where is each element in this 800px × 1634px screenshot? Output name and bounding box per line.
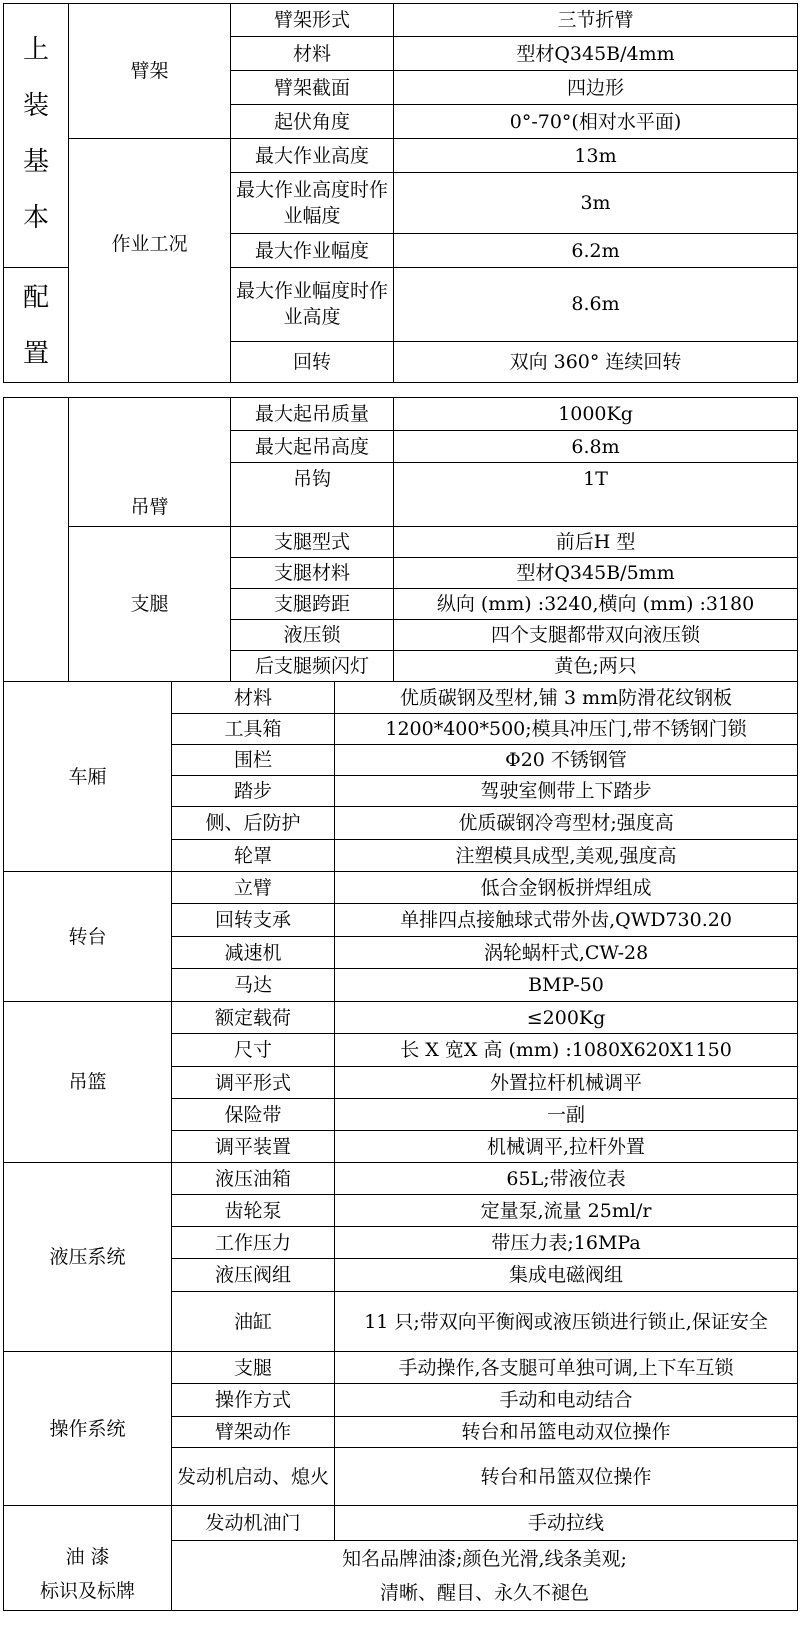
row-label: 最大作业高度时作业幅度 — [231, 173, 394, 234]
row-label: 支腿 — [172, 1352, 335, 1384]
row-label: 轮罩 — [172, 840, 335, 872]
row-label: 支腿跨距 — [231, 589, 394, 620]
row-label: 最大起吊质量 — [231, 398, 394, 431]
group-boom-frame: 臂架 — [69, 4, 231, 139]
row-label: 发动机油门 — [172, 1506, 335, 1541]
row-value: 带压力表;16MPa — [335, 1227, 798, 1259]
group-basket: 吊篮 — [4, 1002, 172, 1163]
row-value: 3m — [394, 173, 798, 234]
row-value: 黄色;两只 — [394, 651, 798, 682]
row-label: 最大作业幅度时作业高度 — [231, 268, 394, 342]
row-value: 三节折臂 — [394, 4, 798, 37]
row-label: 尺寸 — [172, 1034, 335, 1067]
row-label: 起伏角度 — [231, 105, 394, 139]
row-value: 纵向 (mm) :3240,横向 (mm) :3180 — [394, 589, 798, 620]
row-label: 发动机启动、熄火 — [172, 1448, 335, 1506]
row-value: 一副 — [335, 1099, 798, 1131]
row-label: 回转支承 — [172, 904, 335, 937]
row-label: 操作方式 — [172, 1384, 335, 1417]
row-value: BMP-50 — [335, 969, 798, 1002]
row-label: 油缸 — [172, 1292, 335, 1352]
row-value: 转台和吊篮双位操作 — [335, 1448, 798, 1506]
row-value: 优质碳钢冷弯型材;强度高 — [335, 807, 798, 840]
group-work-condition: 作业工况 — [69, 139, 231, 383]
row-label: 齿轮泵 — [172, 1195, 335, 1227]
row-value: 长 X 宽X 高 (mm) :1080X620X1150 — [335, 1034, 798, 1067]
section-label-upper: 上 装 基 本 — [4, 4, 69, 268]
spec-table-upper — [3, 3, 798, 383]
row-label: 额定载荷 — [172, 1002, 335, 1034]
row-value: 外置拉杆机械调平 — [335, 1067, 798, 1099]
row-value: 型材Q345B/5mm — [394, 558, 798, 589]
left-blank — [4, 398, 69, 682]
row-label: 工具箱 — [172, 714, 335, 745]
row-label: 材料 — [172, 682, 335, 714]
row-label: 踏步 — [172, 776, 335, 807]
row-value: 手动拉线 — [335, 1506, 798, 1541]
row-value: 型材Q345B/4mm — [394, 37, 798, 71]
row-value: 四个支腿都带双向液压锁 — [394, 620, 798, 651]
row-label: 减速机 — [172, 937, 335, 969]
row-value: 13m — [394, 139, 798, 173]
row-label: 调平形式 — [172, 1067, 335, 1099]
row-label: 最大作业幅度 — [231, 234, 394, 268]
group-operation: 操作系统 — [4, 1352, 172, 1506]
group-outrigger: 支腿 — [69, 527, 231, 682]
row-label: 立臂 — [172, 872, 335, 904]
row-value: 手动操作,各支腿可单独可调,上下车互锁 — [335, 1352, 798, 1384]
row-value: 手动和电动结合 — [335, 1384, 798, 1417]
row-value: 注塑模具成型,美观,强度高 — [335, 840, 798, 872]
row-value: 低合金钢板拼焊组成 — [335, 872, 798, 904]
group-compartment: 车厢 — [4, 682, 172, 872]
row-label: 最大作业高度 — [231, 139, 394, 173]
row-label: 吊钩 — [231, 463, 394, 527]
row-label: 液压阀组 — [172, 1259, 335, 1292]
row-label: 工作压力 — [172, 1227, 335, 1259]
row-label: 马达 — [172, 969, 335, 1002]
row-label: 支腿型式 — [231, 527, 394, 558]
row-value: 6.8m — [394, 431, 798, 463]
row-label: 材料 — [231, 37, 394, 71]
row-value: 驾驶室侧带上下踏步 — [335, 776, 798, 807]
row-label: 保险带 — [172, 1099, 335, 1131]
row-value: 6.2m — [394, 234, 798, 268]
paint-description: 知名品牌油漆;颜色光滑,线条美观; 清晰、醒目、永久不褪色 — [172, 1541, 798, 1611]
spec-table-main — [3, 397, 798, 1611]
row-value: 优质碳钢及型材,铺 3 mm防滑花纹钢板 — [335, 682, 798, 714]
row-value: 1200*400*500;模具冲压门,带不锈钢门锁 — [335, 714, 798, 745]
row-value: 集成电磁阀组 — [335, 1259, 798, 1292]
row-value: 双向 360° 连续回转 — [394, 341, 798, 382]
row-label: 回转 — [231, 341, 394, 382]
group-paint: 油 漆 标识及标牌 — [4, 1506, 172, 1611]
row-label: 侧、后防护 — [172, 807, 335, 840]
row-label: 最大起吊高度 — [231, 431, 394, 463]
group-turntable: 转台 — [4, 872, 172, 1002]
row-label: 围栏 — [172, 745, 335, 776]
row-value: 65L;带液位表 — [335, 1163, 798, 1195]
row-label: 臂架形式 — [231, 4, 394, 37]
row-label: 后支腿频闪灯 — [231, 651, 394, 682]
row-value: 11 只;带双向平衡阀或液压锁进行锁止,保证安全 — [335, 1292, 798, 1352]
row-value: 1T — [394, 463, 798, 527]
row-value: 8.6m — [394, 268, 798, 342]
row-label: 臂架截面 — [231, 71, 394, 105]
row-label: 调平装置 — [172, 1131, 335, 1163]
row-value: 定量泵,流量 25ml/r — [335, 1195, 798, 1227]
row-label: 臂架动作 — [172, 1417, 335, 1448]
row-label: 液压锁 — [231, 620, 394, 651]
row-value: 机械调平,拉杆外置 — [335, 1131, 798, 1163]
section-label-config: 配 置 — [4, 268, 69, 383]
row-value: 1000Kg — [394, 398, 798, 431]
row-value: 涡轮蜗杆式,CW-28 — [335, 937, 798, 969]
row-value: 前后H 型 — [394, 527, 798, 558]
row-value: 单排四点接触球式带外齿,QWD730.20 — [335, 904, 798, 937]
row-value: ≤200Kg — [335, 1002, 798, 1034]
group-hydraulic: 液压系统 — [4, 1163, 172, 1352]
row-value: 四边形 — [394, 71, 798, 105]
group-lifting-arm: 吊臂 — [69, 398, 231, 527]
row-value: 0°-70°(相对水平面) — [394, 105, 798, 139]
row-value: 转台和吊篮电动双位操作 — [335, 1417, 798, 1448]
row-value: Φ20 不锈钢管 — [335, 745, 798, 776]
row-label: 液压油箱 — [172, 1163, 335, 1195]
row-label: 支腿材料 — [231, 558, 394, 589]
